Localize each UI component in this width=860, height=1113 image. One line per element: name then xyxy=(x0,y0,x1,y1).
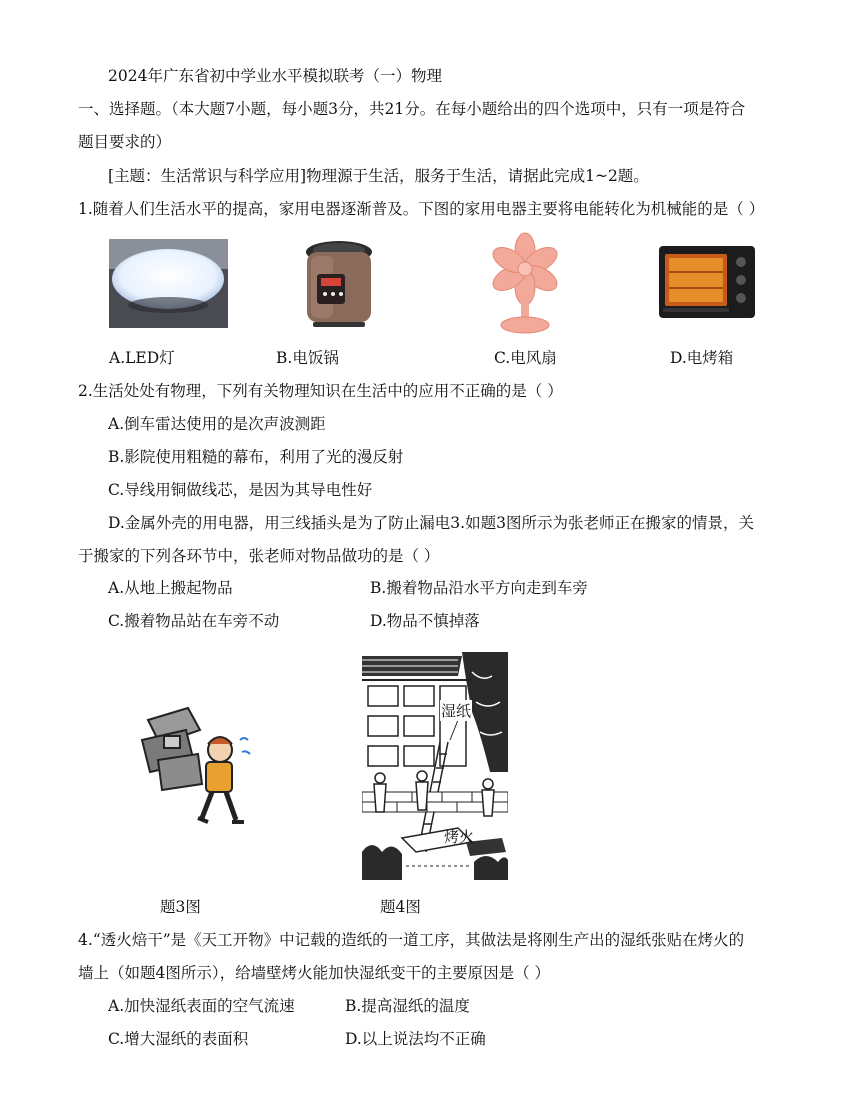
rice-cooker-image xyxy=(303,238,375,329)
q1-option-a: A.LED灯 xyxy=(109,349,175,367)
q2-option-c: C.导线用铜做线芯，是因为其导电性好 xyxy=(108,481,373,499)
question-3-stem: 于搬家的下列各环节中，张老师对物品做功的是（ ） xyxy=(78,547,440,565)
q1-option-d: D.电烤箱 xyxy=(670,349,734,367)
q3-option-a: A.从地上搬起物品 xyxy=(108,579,233,597)
figure-3-caption: 题3图 xyxy=(160,898,201,916)
figure-4-label-wet-paper: 湿纸 xyxy=(441,702,472,720)
section-heading-line1: 一、选择题。（本大题7小题，每小题3分，共21分。在每小题给出的四个选项中，只有一项是符合 xyxy=(78,100,746,118)
q4-option-d: D.以上说法均不正确 xyxy=(345,1030,486,1048)
q4-option-c: C.增大湿纸的表面积 xyxy=(108,1030,249,1048)
figure-3-moving-illustration xyxy=(128,700,260,830)
question-4-stem-line2: 墙上（如题4图所示），给墙壁烤火能加快湿纸变干的主要原因是（ ） xyxy=(78,964,551,982)
q1-option-b: B.电饭锅 xyxy=(276,349,339,367)
figure-4-label-fire: 烤火 xyxy=(444,828,475,846)
question-1-stem: 1.随着人们生活水平的提高，家用电器逐渐普及。下图的家用电器主要将电能转化为机械能的是（ ） xyxy=(78,200,765,218)
figure-4-paper-drying-illustration xyxy=(362,652,508,880)
q1-option-c: C.电风扇 xyxy=(494,349,557,367)
q2-option-d: D.金属外壳的用电器，用三线插头是为了防止漏电3.如题3图所示为张老师正在搬家的情景，关 xyxy=(108,514,754,532)
led-lamp-image xyxy=(109,239,228,328)
electric-oven-image xyxy=(657,242,757,322)
q3-option-d: D.物品不慎掉落 xyxy=(370,612,480,630)
q4-option-b: B.提高湿纸的温度 xyxy=(345,997,470,1015)
section-heading-line2: 题目要求的） xyxy=(78,133,172,151)
q3-option-c: C.搬着物品站在车旁不动 xyxy=(108,612,280,630)
question-2-stem: 2.生活处处有物理，下列有关物理知识在生活中的应用不正确的是（ ） xyxy=(78,382,563,400)
q2-option-a: A.倒车雷达使用的是次声波测距 xyxy=(108,415,326,433)
question-4-stem-line1: 4.“透火焙干”是《天工开物》中记载的造纸的一道工序，其做法是将刚生产出的湿纸张贴在烤火的 xyxy=(78,931,745,949)
q2-option-b: B.影院使用粗糙的幕布，利用了光的漫反射 xyxy=(108,448,404,466)
page-title: 2024年广东省初中学业水平模拟联考（一）物理 xyxy=(108,67,442,85)
figure-4-caption: 题4图 xyxy=(380,898,421,916)
theme-text: [主题：生活常识与科学应用]物理源于生活，服务于生活，请据此完成1~2题。 xyxy=(108,167,649,185)
q4-option-a: A.加快湿纸表面的空气流速 xyxy=(108,997,295,1015)
electric-fan-image xyxy=(488,231,562,335)
q3-option-b: B.搬着物品沿水平方向走到车旁 xyxy=(370,579,588,597)
